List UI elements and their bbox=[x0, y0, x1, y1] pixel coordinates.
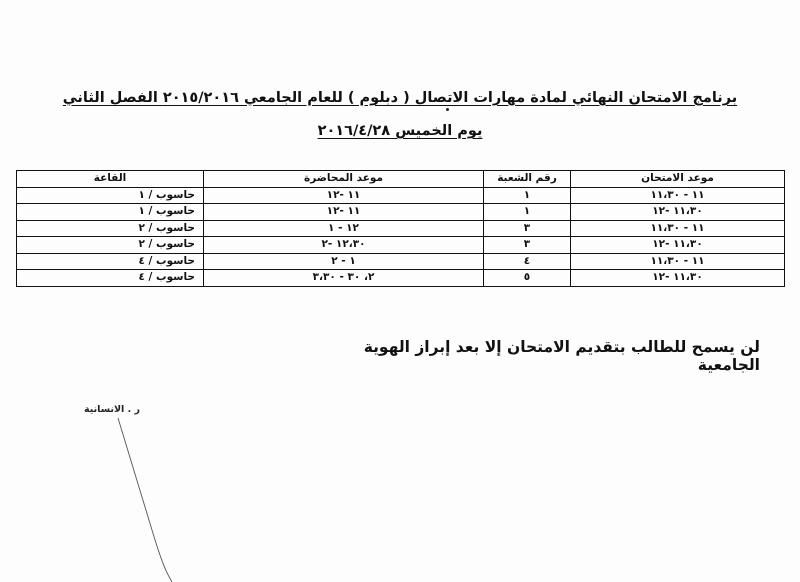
header-exam-time: موعد الامتحان bbox=[571, 171, 785, 188]
cell-section: ١ bbox=[484, 204, 571, 221]
cell-lecture-time: ٢، ٣٠ - ٣،٣٠ bbox=[204, 270, 484, 287]
cell-exam-time: ١١ - ١١،٣٠ bbox=[571, 220, 785, 237]
title-dot bbox=[446, 108, 449, 111]
document-date: يوم الخميس ٢٠١٦/٤/٢٨ bbox=[317, 123, 483, 139]
cell-exam-time: ١١ - ١١،٣٠ bbox=[571, 187, 785, 204]
cell-hall: حاسوب / ١ bbox=[17, 204, 204, 221]
cell-hall: حاسوب / ٤ bbox=[17, 270, 204, 287]
id-notice: لن يسمح للطالب بتقديم الامتحان إلا بعد إبراز الهوية الجامعية bbox=[363, 338, 760, 374]
cell-exam-time: ١١،٣٠ -١٢ bbox=[571, 204, 785, 221]
cell-exam-time: ١١،٣٠ -١٢ bbox=[571, 270, 785, 287]
cell-lecture-time: ١ - ٢ bbox=[204, 253, 484, 270]
header-section: رقم الشعبة bbox=[484, 171, 571, 188]
table-row bbox=[17, 204, 785, 221]
cell-section: ٥ bbox=[484, 270, 571, 287]
table-row bbox=[17, 237, 785, 254]
cell-section: ٣ bbox=[484, 237, 571, 254]
cell-lecture-time: ١٢ - ١ bbox=[204, 220, 484, 237]
document-title: برنامج الامتحان النهائي لمادة مهارات الاتصال ( دبلوم ) للعام الجامعي ٢٠١٥/٢٠١٦ الفصل الثاني bbox=[62, 90, 738, 106]
table-header-row bbox=[17, 171, 785, 188]
cell-exam-time: ١١،٣٠ -١٢ bbox=[571, 237, 785, 254]
cell-section: ٤ bbox=[484, 253, 571, 270]
header-lecture-time: موعد المحاضرة bbox=[204, 171, 484, 188]
cell-section: ٣ bbox=[484, 220, 571, 237]
table-row bbox=[17, 220, 785, 237]
cell-lecture-time: ١١ -١٢ bbox=[204, 187, 484, 204]
cell-lecture-time: ١٢،٣٠ -٢ bbox=[204, 237, 484, 254]
cell-hall: حاسوب / ٤ bbox=[17, 253, 204, 270]
signature-fragment: ر . الانسانية bbox=[83, 404, 140, 415]
cell-hall: حاسوب / ٢ bbox=[17, 220, 204, 237]
cell-hall: حاسوب / ١ bbox=[17, 187, 204, 204]
cell-exam-time: ١١ - ١١،٣٠ bbox=[571, 253, 785, 270]
table-row bbox=[17, 187, 785, 204]
table-row bbox=[17, 253, 785, 270]
cell-hall: حاسوب / ٢ bbox=[17, 237, 204, 254]
cell-section: ١ bbox=[484, 187, 571, 204]
exam-schedule-table bbox=[16, 170, 785, 287]
table-row bbox=[17, 270, 785, 287]
header-hall: القاعة bbox=[17, 171, 204, 188]
cell-lecture-time: ١١ -١٢ bbox=[204, 204, 484, 221]
